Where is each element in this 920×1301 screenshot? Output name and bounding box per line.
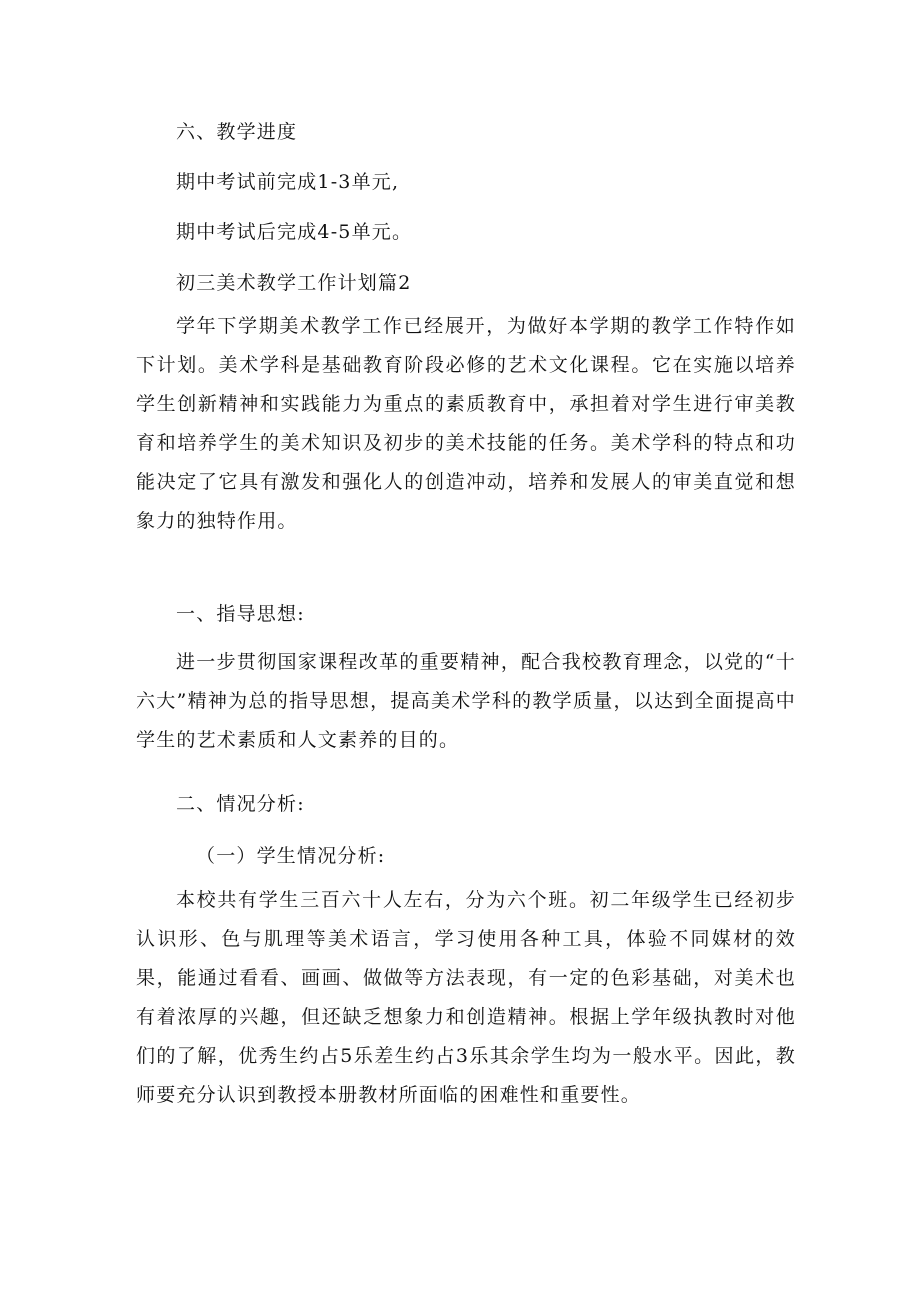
intro-paragraph: 学年下学期美术教学工作已经展开，为做好本学期的教学工作特作如下计划。美术学科是基础教育阶段必修的艺术文化课程。它在实施以培养学生创新精神和实践能力为重点的素质教育中，承担着对学生进行审美教育和培养学生的美术知识及初步的美术技能的任务。美术学科的特点和功能决定了它具有激发和强化人的创造冲动，培养和发展人的审美直觉和想象力的独特作用。 — [136, 315, 796, 532]
section-2-subsection-1-paragraph: 本校共有学生三百六十人左右，分为六个班。初二年级学生已经初步认识形、色与肌理等美术语言，学习使用各种工具，体验不同媒材的效果，能通过看看、画画、做做等方法表现，有一定的色彩基础，对美术也有着浓厚的兴趣，但还缺乏想象力和创造精神。根据上学年级执教时对他们的了解，优秀生约占5乐差生约占3乐其余学生均为一般水平。因此，教师要充分认识到教授本册教材所面临的困难性和重要性。 — [136, 889, 796, 1106]
section-6-line-1: 期中考试前完成1-3单元, — [176, 171, 400, 193]
plan-2-title: 初三美术教学工作计划篇2 — [176, 272, 412, 294]
section-1-paragraph: 进一步贯彻国家课程改革的重要精神，配合我校教育理念，以党的“十六大”精神为总的指导思想，提高美术学科的教学质量，以达到全面提高中学生的艺术素质和人文素养的目的。 — [136, 651, 796, 751]
section-6-line-2: 期中考试后完成4-5单元。 — [176, 221, 413, 243]
section-6-title: 六、教学进度 — [176, 121, 298, 143]
section-1-title: 一、指导思想: — [176, 603, 305, 625]
section-2-title: 二、情况分析: — [176, 793, 305, 815]
section-2-subsection-1-title: （一）学生情况分析: — [196, 845, 386, 867]
